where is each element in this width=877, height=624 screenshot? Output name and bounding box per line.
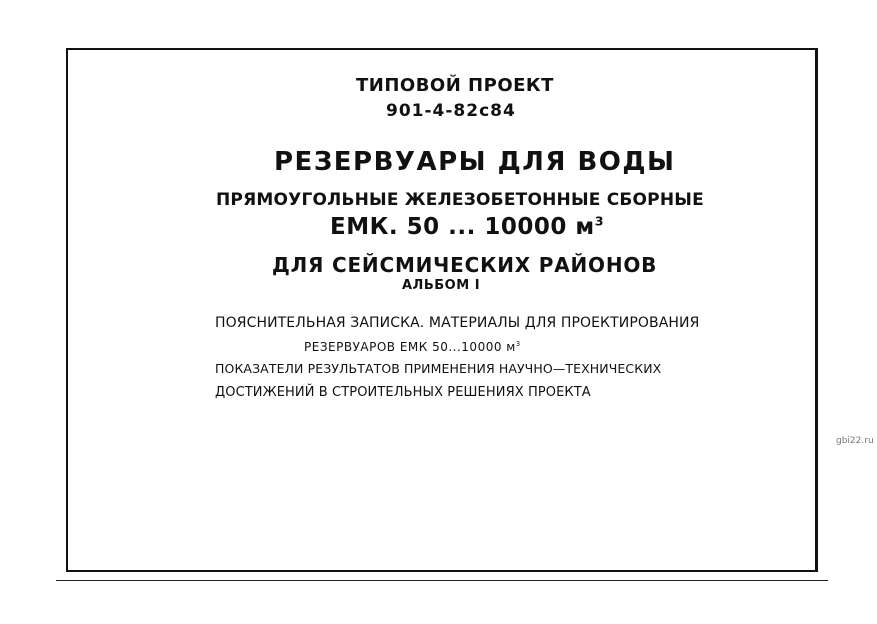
note-line-1: ПОЯСНИТЕЛЬНАЯ ЗАПИСКА. МАТЕРИАЛЫ ДЛЯ ПРОЕКТИРОВАНИЯ: [215, 315, 700, 331]
capacity-superscript: 3: [594, 213, 604, 229]
project-type-label: ТИПОВОЙ ПРОЕКТ: [356, 75, 554, 96]
bottom-rule: [56, 580, 828, 581]
document-subtitle: ПРЯМОУГОЛЬНЫЕ ЖЕЛЕЗОБЕТОННЫЕ СБОРНЫЕ: [216, 190, 704, 210]
document-title: РЕЗЕРВУАРЫ ДЛЯ ВОДЫ: [274, 147, 676, 177]
seismic-line: ДЛЯ СЕЙСМИЧЕСКИХ РАЙОНОВ: [272, 253, 658, 277]
capacity-text: ЕМК. 50 ... 10000 м: [330, 214, 595, 240]
note-line-2-superscript: 3: [515, 340, 521, 348]
project-code: 901-4-82с84: [386, 101, 516, 121]
note-line-2: [304, 340, 521, 354]
capacity-line: [330, 214, 604, 240]
site-watermark: gbi22.ru: [836, 436, 874, 446]
drawing-frame: [66, 48, 818, 572]
album-label: АЛЬБОМ I: [402, 278, 481, 293]
note-line-3: ПОКАЗАТЕЛИ РЕЗУЛЬТАТОВ ПРИМЕНЕНИЯ НАУЧНО—ТЕХНИЧЕСКИХ: [215, 361, 662, 376]
note-line-2-text: РЕЗЕРВУАРОВ ЕМК 50...10000 м: [304, 340, 516, 354]
note-line-4: ДОСТИЖЕНИЙ В СТРОИТЕЛЬНЫХ РЕШЕНИЯХ ПРОЕКТА: [215, 385, 591, 400]
